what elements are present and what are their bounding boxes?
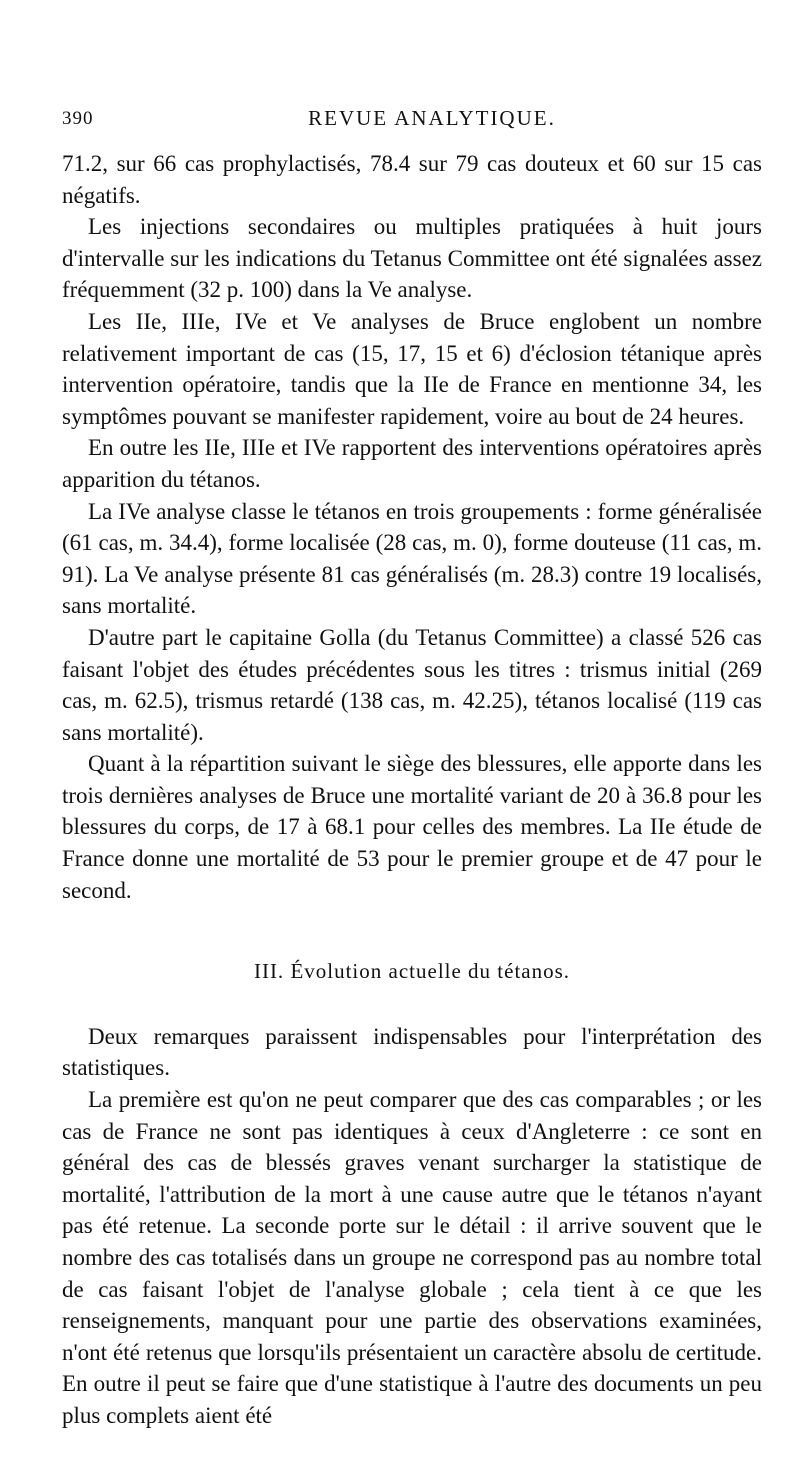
paragraph: En outre les IIe, IIIe et IVe rapportent des interventions opératoires après apparition du tétanos. [62, 435, 762, 492]
page-number: 390 [62, 108, 94, 129]
page-header [62, 106, 762, 136]
paragraph: Quant à la répartition suivant le siège des blessures, elle apporte dans les trois dernières analyses de Bruce une mortalité variant de 20 à 36.8 pour les blessures du corps, de 17 à 68.1 pour celles des membres. La IIe étude de France donne une mortalité de 53 pour le premier groupe et de 47 pour le second. [62, 751, 762, 903]
paragraph: 71.2, sur 66 cas prophylactisés, 78.4 sur 79 cas douteux et 60 sur 15 cas négatifs. [62, 151, 762, 208]
body-text [62, 148, 762, 1432]
section-number: III. [253, 959, 285, 984]
paragraph: Les IIe, IIIe, IVe et Ve analyses de Bruce englobent un nombre relativement important de cas (15, 17, 15 et 6) d'éclosion tétanique après intervention opératoire, tandis que la IIe de France en mentionne 34, les symptômes pouvant se manifester rapidement, voire au bout de 24 heures. [62, 308, 762, 429]
paragraph: Les injections secondaires ou multiples pratiquées à huit jours d'intervalle sur les indications du Tetanus Committee ont été signalées assez fréquemment (32 p. 100) dans la Ve analyse. [62, 214, 762, 303]
paragraph: Deux remarques paraissent indispensables pour l'interprétation des statistiques. [62, 1023, 762, 1081]
running-head: REVUE ANALYTIQUE. [308, 106, 556, 130]
paragraph: La IVe analyse classe le tétanos en trois groupements : forme généralisée (61 cas, m. 34.4), forme localisée (28 cas, m. 0), forme douteuse (11 cas, m. 91). La Ve analyse présente 81 cas généralisés (m. 28.3) contre 19 localisés, sans mortalité. [62, 498, 762, 619]
paragraph: D'autre part le capitaine Golla (du Tetanus Committee) a classé 526 cas faisant l'objet des études précédentes sous les titres : trismus initial (269 cas, m. 62.5), trismus retardé (138 cas, m. 42.25), tétanos localisé (119 cas sans mortalité). [62, 624, 762, 745]
section-title: Évolution actuelle du tétanos. [290, 959, 571, 984]
paragraph: La première est qu'on ne peut comparer que des cas comparables ; or les cas de France ne sont pas identiques à ceux d'Angleterre : ce sont en général des cas de blessés graves venant surcharger la statistique de mortalité, l'attribution de la mort à une cause autre que le tétanos n'ayant pas été retenue. La seconde porte sur le détail : il arrive souvent que le nombre des cas totalisés dans un groupe ne correspond pas au nombre total de cas faisant l'objet de l'analyse globale ; cela tient à ce que les renseignements, manquant pour une partie des observations examinées, n'ont été retenus que lorsqu'ils présentaient un caractère absolu de certitude. En outre il peut se faire que d'une statistique à l'autre des documents un peu plus complets aient été [62, 1087, 762, 1428]
section-heading [62, 956, 762, 988]
